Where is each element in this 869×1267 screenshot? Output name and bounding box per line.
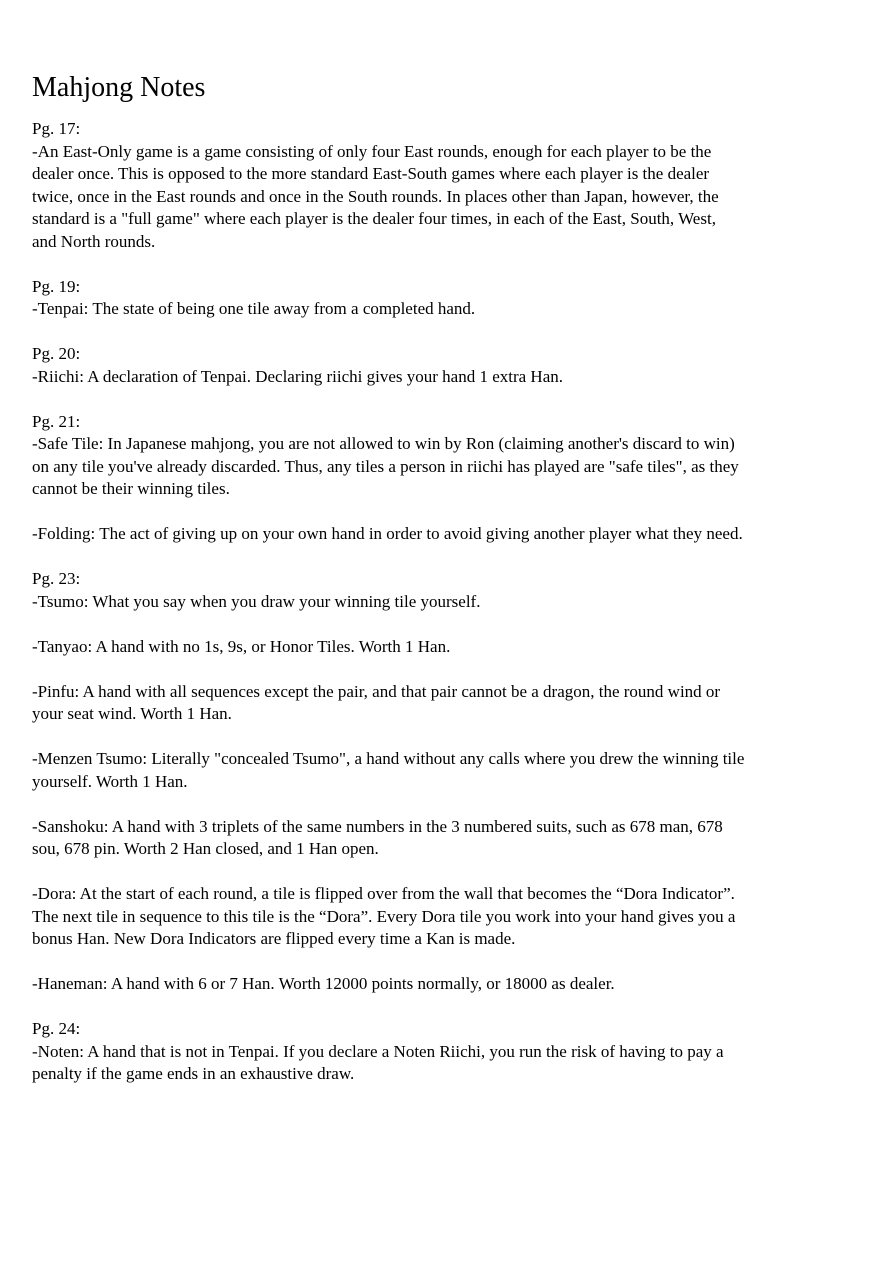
note-line: bonus Han. New Dora Indicators are flipped every time a Kan is made. [32,929,516,948]
note-line: on any tile you've already discarded. Thus, any tiles a person in riichi has played are "safe tiles", as they [32,456,739,476]
note-line: -Riichi: A declaration of Tenpai. Declaring riichi gives your hand 1 extra Han. [32,366,564,386]
note-paragraph [32,636,832,659]
note-line: yourself. Worth 1 Han. [32,771,188,791]
note-line: The next tile in sequence to this tile is the “Dora”. Every Dora tile you work into your hand gives you a [32,906,736,926]
note-line: Pg. 23: [32,569,81,588]
note-line: Pg. 21: [32,411,81,431]
note-line: -Dora: At the start of each round, a tile is flipped over from the wall that becomes the “Dora Indicator”. [32,884,735,903]
note-line: -Menzen Tsumo: Literally "concealed Tsumo", a hand without any calls where you drew the winning tile [32,749,745,768]
note-line: -Haneman: A hand with 6 or 7 Han. Worth 12000 points normally, or 18000 as dealer. [32,974,615,993]
note-paragraph [32,343,832,388]
note-paragraph [32,568,832,613]
note-line: your seat wind. Worth 1 Han. [32,704,232,723]
note-paragraph [32,681,832,726]
note-paragraph [32,118,832,253]
note-paragraph [32,276,832,321]
note-line: Pg. 19: [32,276,81,296]
note-paragraph [32,1018,832,1086]
note-line: Pg. 24: [32,1019,81,1038]
note-paragraph [32,523,832,546]
document-page [32,68,832,1086]
note-line: twice, once in the East rounds and once in the South rounds. In places other than Japan, however, the [32,186,719,206]
note-line: standard is a "full game" where each player is the dealer four times, in each of the East, South, West, [32,209,716,228]
note-paragraph [32,411,832,501]
document-body [32,118,832,1086]
note-paragraph [32,748,832,793]
note-line: cannot be their winning tiles. [32,479,230,498]
note-line: -Pinfu: A hand with all sequences except the pair, and that pair cannot be a dragon, the round wind or [32,681,721,701]
note-paragraph [32,883,832,951]
note-line: -Safe Tile: In Japanese mahjong, you are not allowed to win by Ron (claiming another's discard to win) [32,434,735,453]
note-line: -Tsumo: What you say when you draw your winning tile yourself. [32,591,481,611]
note-line: dealer once. This is opposed to the more standard East-South games where each player is the dealer [32,164,710,183]
note-line: Pg. 20: [32,344,81,363]
note-line: sou, 678 pin. Worth 2 Han closed, and 1 Han open. [32,839,379,858]
note-line: and North rounds. [32,231,156,251]
note-line: -Tenpai: The state of being one tile away from a completed hand. [32,299,476,318]
note-line: Pg. 17: [32,119,81,138]
note-line: -Folding: The act of giving up on your own hand in order to avoid giving another player what they need. [32,524,743,543]
note-paragraph [32,973,832,996]
note-line: -Noten: A hand that is not in Tenpai. If you declare a Noten Riichi, you run the risk of having to pay a [32,1041,724,1061]
note-paragraph [32,816,832,861]
note-line: penalty if the game ends in an exhaustive draw. [32,1064,355,1083]
note-line: -An East-Only game is a game consisting of only four East rounds, enough for each player to be the [32,141,712,161]
note-line: -Tanyao: A hand with no 1s, 9s, or Honor Tiles. Worth 1 Han. [32,636,451,656]
document-title: Mahjong Notes [32,72,206,103]
note-line: -Sanshoku: A hand with 3 triplets of the same numbers in the 3 numbered suits, such as 678 man, 678 [32,816,723,836]
